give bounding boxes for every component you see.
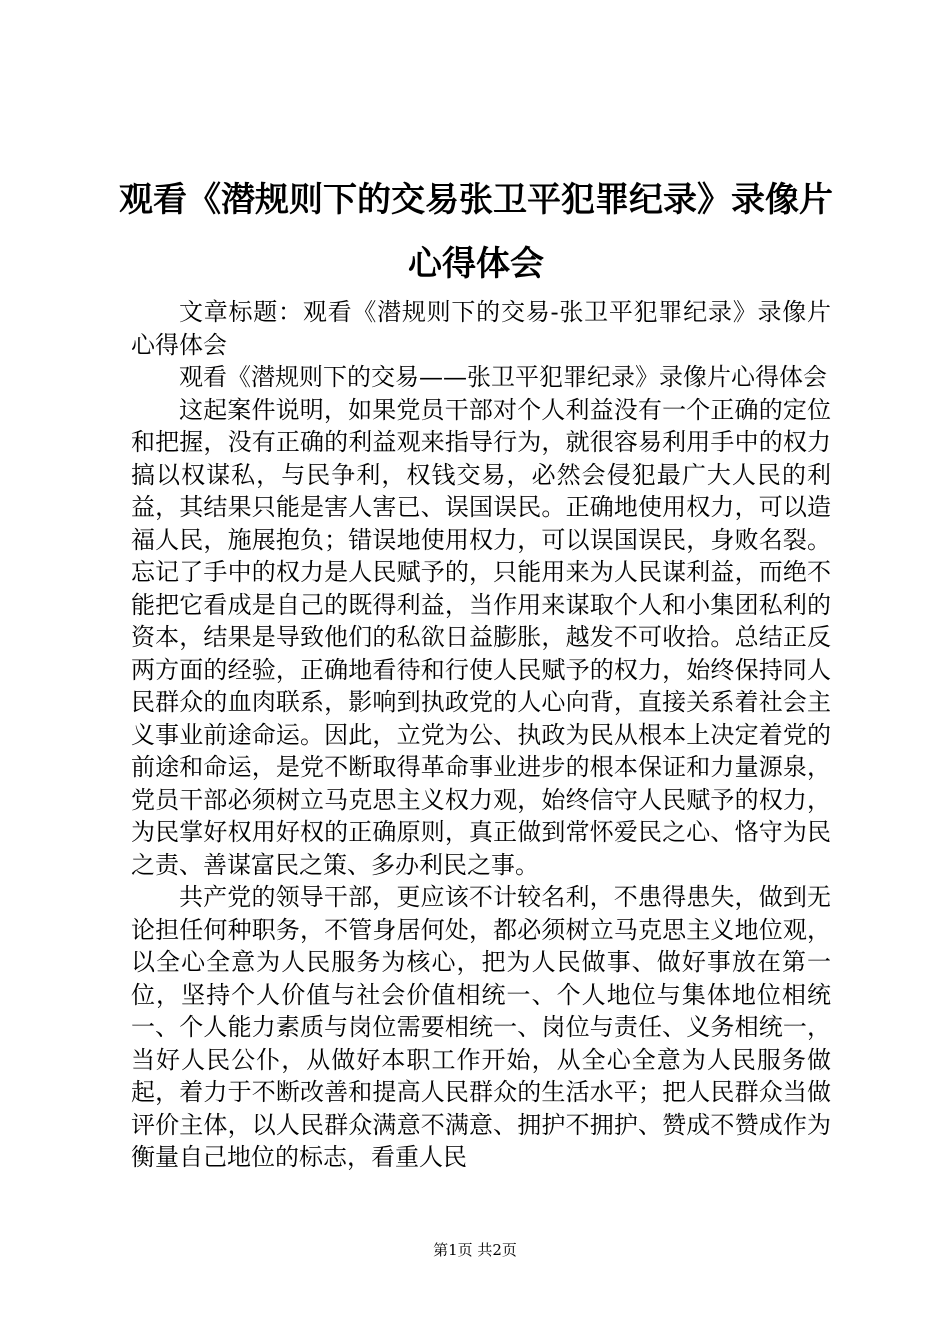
paragraph-heading: 观看《潜规则下的交易——张卫平犯罪纪录》录像片心得体会 — [179, 363, 827, 391]
paragraph-body-2: 共产党的领导干部，更应该不计较名利，不患得患失，做到无论担任何种职务，不管身居何处，都必须树立马克思主义地位观，以全心全意为人民服务为核心，把为人民做事、做好事放在第一位，坚持个人价值与社会价值相统一、个人地位与集体地位相统一、个人能力素质与岗位需要相统一、岗位与责任、义务相统一，当好人民公仆，从做好本职工作开始，从全心全意为人民服务做起，着力于不断改善和提高人民群众的生活水平；把人民群众当做评价主体，以人民群众满意不满意、拥护不拥护、赞成不赞成作为衡量自己地位的标志，看重人民 — [131, 883, 831, 1171]
paragraph-body-1: 这起案件说明，如果党员干部对个人利益没有一个正确的定位和把握，没有正确的利益观来指导行为，就很容易利用手中的权力搞以权谋私，与民争利，权钱交易，必然会侵犯最广大人民的利益，其结果只能是害人害已、误国误民。正确地使用权力，可以造福人民，施展抱负；错误地使用权力，可以误国误民，身败名裂。忘记了手中的权力是人民赋予的，只能用来为人民谋利益，而绝不能把它看成是自己的既得利益，当作用来谋取个人和小集团私利的资本，结果是导致他们的私欲日益膨胀，越发不可收拾。总结正反两方面的经验，正确地看待和行使人民赋予的权力，始终保持同人民群众的血肉联系，影响到执政党的人心向背，直接关系着社会主义事业前途命运。因此，立党为公、执政为民从根本上决定着党的前途和命运，是党不断取得革命事业进步的根本保证和力量源泉，党员干部必须树立马克思主义权力观，始终信守人民赋予的权力，为民掌好权用好权的正确原则，真正做到常怀爱民之心、恪守为民之责、善谋富民之策、多办利民之事。 — [131, 395, 831, 879]
page-footer: 第1页 共2页 — [433, 1241, 517, 1259]
document-title: 观看《潜规则下的交易张卫平犯罪纪录》录像片心得体会 — [119, 180, 833, 284]
paragraph-article-title: 文章标题：观看《潜规则下的交易-张卫平犯罪纪录》录像片心得体会 — [131, 298, 831, 359]
document-body — [131, 296, 831, 1174]
